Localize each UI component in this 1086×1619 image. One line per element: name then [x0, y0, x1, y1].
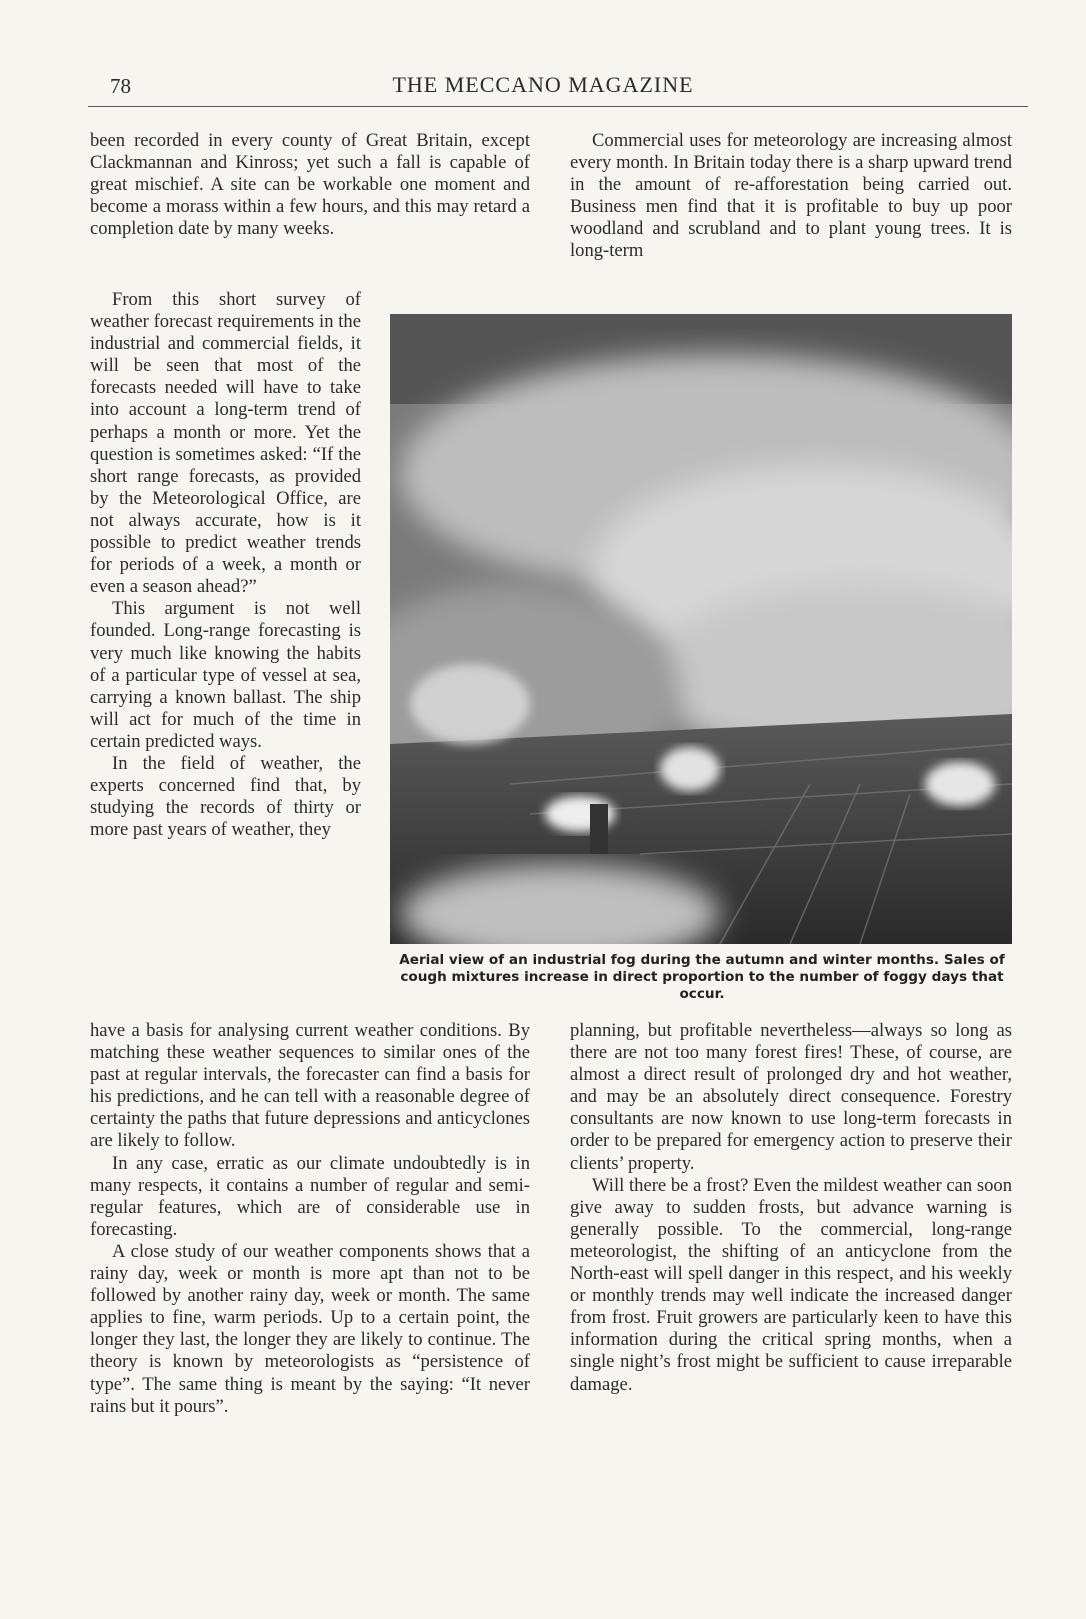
page-number: 78 [110, 74, 131, 98]
figure-caption: Aerial view of an industrial fog during the autumn and winter months. Sales of cough mixtures increase in direct proportion to the number of foggy days that occur. [399, 952, 1005, 1002]
paragraph: This argument is not well founded. Long-range forecasting is very much like knowing the habits of a particular type of vessel at sea, carrying a known ballast. The ship will act for much of the time in certain predicted ways. [90, 598, 361, 752]
paragraph: have a basis for analysing current weather conditions. By matching these weather sequences to similar ones of the past at regular intervals, the forecaster can find a basis for his predictions, and he can tell with a reasonable degree of certainty the paths that future depressions and anticyclones are likely to follow. [90, 1020, 530, 1152]
left-column-narrow [90, 289, 361, 841]
paragraph: been recorded in every county of Great Britain, except Clackmannan and Kinross; yet such a fall is capable of great mischief. A site can be workable one moment and become a morass within a few hours, and this may retard a completion date by many weeks. [90, 130, 530, 240]
paragraph: planning, but profitable nevertheless—always so long as there are not too many forest fires! These, of course, are almost a direct result of prolonged dry and hot weather, and may be an absolutely direct consequence. Forestry consultants are now known to use long-term forecasts in order to be prepared for emergency action to preserve their clients’ property. [570, 1020, 1012, 1174]
paragraph: A close study of our weather components shows that a rainy day, week or month is more apt than not to be followed by another rainy day, week or month. The same applies to fine, warm periods. Up to a certain point, the longer they last, the longer they are likely to continue. The theory is known by meteorologists as “persistence of type”. The same thing is meant by the saying: “It never rains but it pours”. [90, 1240, 530, 1417]
right-column-top [570, 130, 1012, 263]
paragraph: In the field of weather, the experts concerned find that, by studying the records of thirty or more past years of weather, they [90, 752, 361, 841]
aerial-fog-image [390, 314, 1012, 944]
left-column-bottom [90, 1020, 530, 1418]
magazine-title: THE MECCANO MAGAZINE [392, 72, 694, 97]
paragraph: From this short survey of weather forecast requirements in the industrial and commercial fields, it will be seen that most of the forecasts needed will have to take into account a long-term trend of perhaps a month or more. Yet the question is sometimes asked: “If the short range forecasts, as provided by the Meteorological Office, are not always accurate, how is it possible to predict weather trends for periods of a week, a month or even a season ahead?” [90, 289, 361, 598]
paragraph: In any case, erratic as our climate undoubtedly is in many respects, it contains a number of regular and semi-regular features, which are of considerable use in forecasting. [90, 1152, 530, 1240]
paragraph: Commercial uses for meteorology are increasing almost every month. In Britain today there is a sharp upward trend in the amount of re-afforestation being carried out. Business men find that it is profitable to buy up poor woodland and scrubland and to plant young trees. It is long-term [570, 130, 1012, 262]
paragraph: Will there be a frost? Even the mildest weather can soon give away to sudden frosts, but advance warning is generally possible. To the commercial, long-range meteorologist, the shifting of an anticyclone from the North-east will spell danger in this respect, and his weekly or monthly trends may well indicate the increased danger from frost. Fruit growers are particularly keen to have this information during the critical spring months, when a single night’s frost might be sufficient to cause irreparable damage. [570, 1174, 1012, 1395]
right-column-bottom [570, 1020, 1012, 1396]
left-column-top [90, 130, 530, 240]
header-rule [88, 106, 1028, 107]
fog-photo [390, 314, 1012, 944]
